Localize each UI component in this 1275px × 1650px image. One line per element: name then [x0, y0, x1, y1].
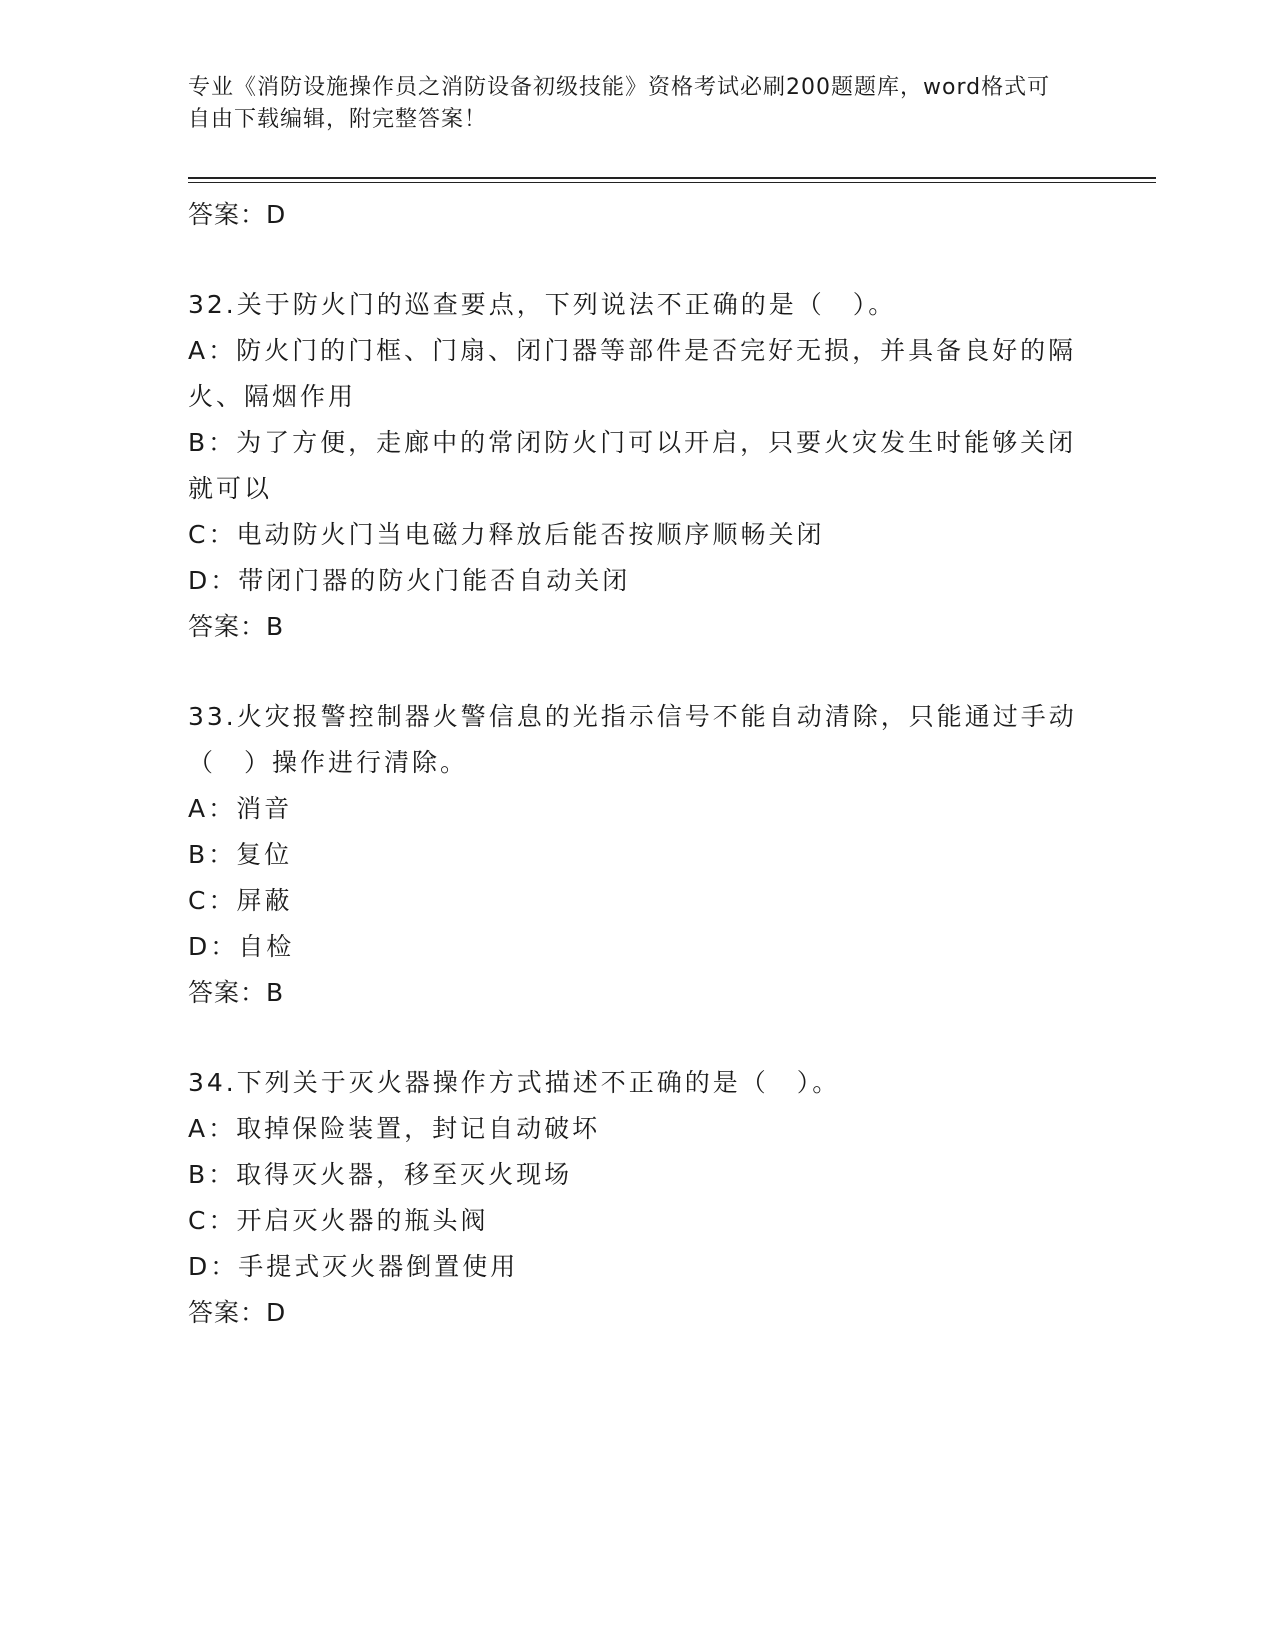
question-stem: 32.关于防火门的巡查要点，下列说法不正确的是（ ）。	[188, 290, 897, 319]
option-list	[188, 786, 1088, 970]
previous-question-answer: 答案：D	[188, 200, 287, 229]
option-list	[188, 1106, 1088, 1290]
option-a: A：消音	[188, 794, 293, 823]
question-list	[188, 192, 1088, 1336]
option-b: B：为了方便，走廊中的常闭防火门可以开启，只要火灾发生时能够关闭就可以	[188, 428, 1077, 503]
option-c: C：屏蔽	[188, 886, 293, 915]
header-divider-thick	[188, 177, 1156, 179]
option-c: C：电动防火门当电磁力释放后能否按顺序顺畅关闭	[188, 520, 825, 549]
question-answer: 答案：B	[188, 612, 285, 641]
option-a: A：取掉保险装置，封记自动破坏	[188, 1114, 601, 1143]
header-divider-thin	[188, 182, 1156, 183]
option-b: B：复位	[188, 840, 293, 869]
question-33	[188, 694, 1088, 1016]
question-34	[188, 1060, 1088, 1336]
question-stem: 33.火灾报警控制器火警信息的光指示信号不能自动清除，只能通过手动（ ）操作进行清除。	[188, 702, 1077, 777]
document-header: 专业《消防设施操作员之消防设备初级技能》资格考试必刷200题题库，word格式可自由下载编辑，附完整答案！	[188, 75, 1051, 132]
option-b: B：取得灭火器，移至灭火现场	[188, 1160, 573, 1189]
question-stem: 34.下列关于灭火器操作方式描述不正确的是（ ）。	[188, 1068, 841, 1097]
option-a: A：防火门的门框、门扇、闭门器等部件是否完好无损，并具备良好的隔火、隔烟作用	[188, 336, 1077, 411]
option-d: D：手提式灭火器倒置使用	[188, 1252, 519, 1281]
question-answer: 答案：D	[188, 1298, 287, 1327]
option-d: D：带闭门器的防火门能否自动关闭	[188, 566, 631, 595]
option-c: C：开启灭火器的瓶头阀	[188, 1206, 489, 1235]
option-list	[188, 328, 1088, 604]
question-answer: 答案：B	[188, 978, 285, 1007]
question-32	[188, 282, 1088, 650]
option-d: D：自检	[188, 932, 295, 961]
